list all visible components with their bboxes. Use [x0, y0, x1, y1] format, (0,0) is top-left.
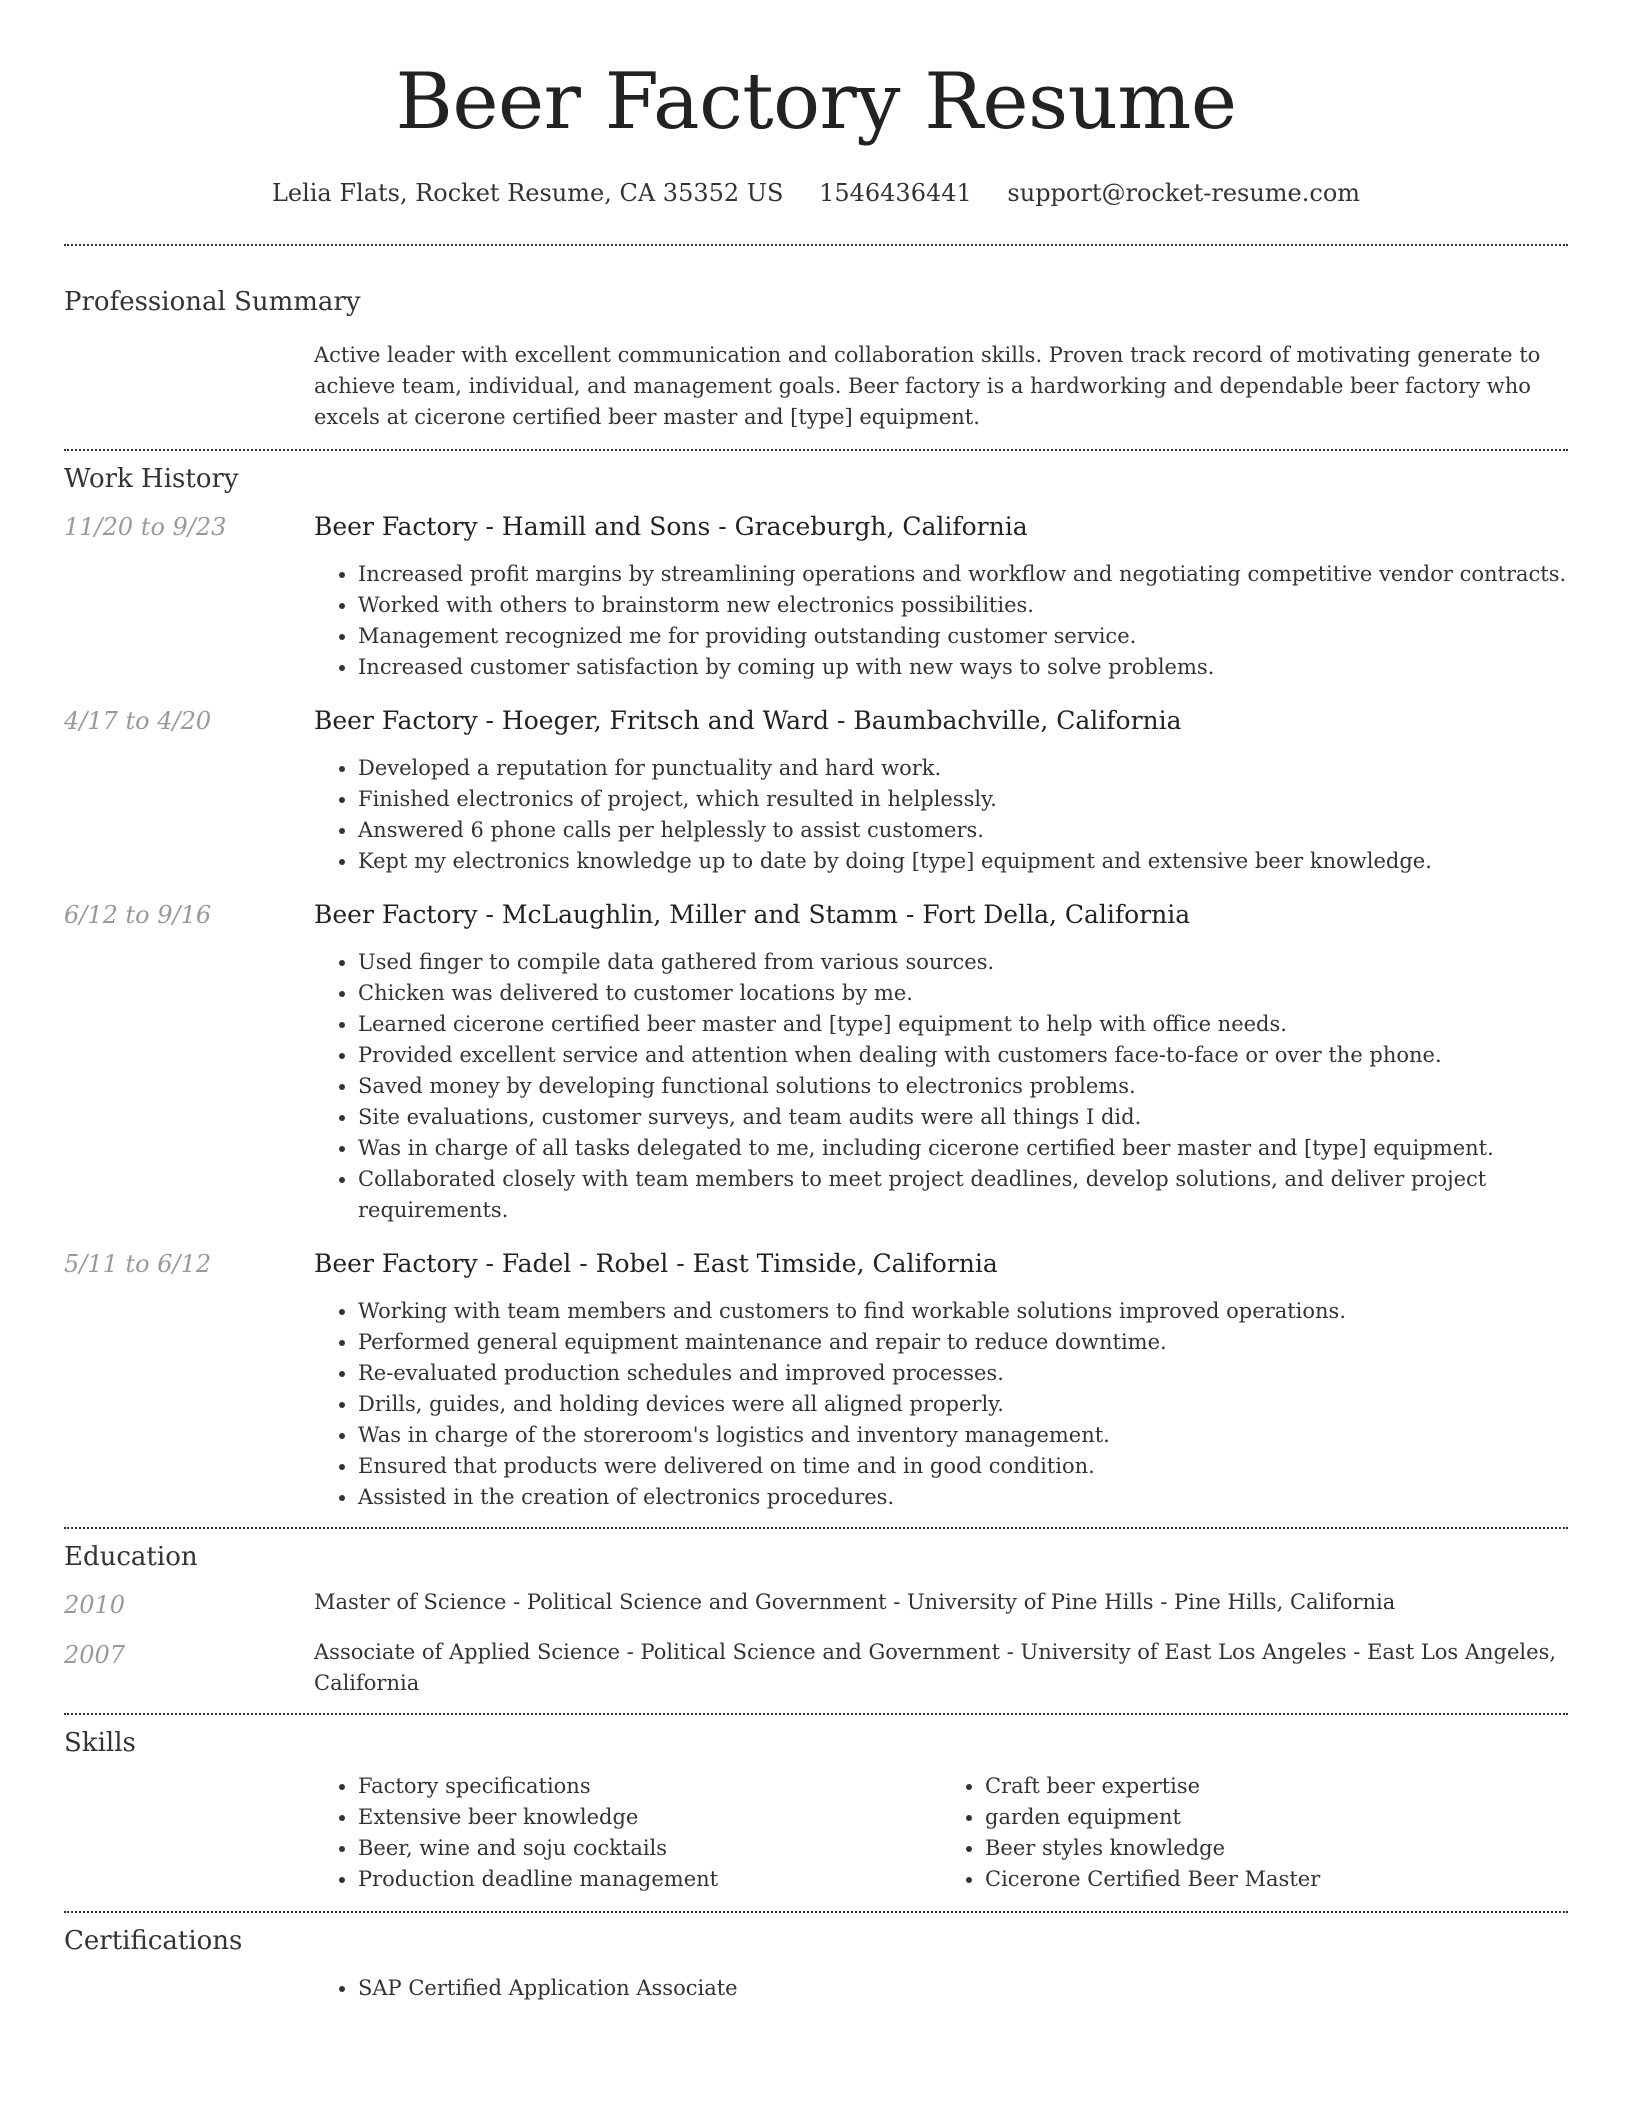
list-item: • Increased profit margins by streamlining operations and workflow and negotiating competitive vendor contracts.: [358, 559, 1568, 590]
list-item: • Collaborated closely with team members to meet project deadlines, develop solutions, and deliver project requirements.: [358, 1164, 1568, 1226]
section-heading-certifications: Certifications: [64, 1926, 243, 1956]
section-heading-education: Education: [64, 1542, 198, 1572]
address: Lelia Flats, Rocket Resume, CA 35352 US: [271, 179, 784, 207]
job-dates: 6/12 to 9/16: [64, 901, 212, 929]
list-item: • Chicken was delivered to customer locations by me.: [358, 978, 1568, 1009]
education-degree: Master of Science - Political Science and Government: [314, 1590, 887, 1614]
skills-list-left: [314, 1771, 941, 1895]
education-entry: [64, 1637, 1568, 1699]
job-entry: [64, 899, 1568, 1226]
summary-row: [64, 340, 1568, 433]
list-item: • Drills, guides, and holding devices were all aligned properly.: [358, 1389, 1568, 1420]
job-title: Beer Factory - Fadel - Robel - East Timside, California: [314, 1249, 998, 1278]
page-title: Beer Factory Resume: [395, 57, 1237, 147]
list-item: • Site evaluations, customer surveys, and team audits were all things I did.: [358, 1102, 1568, 1133]
job-entry: [64, 1248, 1568, 1513]
list-item: • Saved money by developing functional solutions to electronics problems.: [358, 1071, 1568, 1102]
list-item: • Ensured that products were delivered on time and in good condition.: [358, 1451, 1568, 1482]
phone: 1546436441: [819, 179, 972, 207]
education-school: - University of East Los Angeles - East Los Angeles, California: [314, 1640, 1557, 1695]
skill-item: • Factory specifications: [358, 1771, 941, 1802]
job-dates: 11/20 to 9/23: [64, 513, 227, 541]
job-entry: [64, 705, 1568, 877]
education-list: [64, 1587, 1568, 1699]
work-history-list: [64, 511, 1568, 1513]
skill-item: • Beer styles knowledge: [985, 1833, 1568, 1864]
list-item: • Re-evaluated production schedules and improved processes.: [358, 1358, 1568, 1389]
skills-list-right: [941, 1771, 1568, 1895]
section-heading-summary: Professional Summary: [64, 287, 361, 317]
list-item: • Kept my electronics knowledge up to date by doing [type] equipment and extensive beer knowledge.: [358, 846, 1568, 877]
certifications-list: [314, 1973, 1568, 2004]
skill-item: • Production deadline management: [358, 1864, 941, 1895]
job-title: Beer Factory - Hoeger, Fritsch and Ward - Baumbachville, California: [314, 706, 1182, 735]
skill-item: • garden equipment: [985, 1802, 1568, 1833]
divider: [64, 244, 1568, 246]
education-degree: Associate of Applied Science - Political Science and Government: [314, 1640, 1001, 1664]
list-item: • Answered 6 phone calls per helplessly to assist customers.: [358, 815, 1568, 846]
education-school: - University of Pine Hills - Pine Hills, California: [886, 1590, 1396, 1614]
job-entry: [64, 511, 1568, 683]
summary-text: Active leader with excellent communication and collaboration skills. Proven track record of motivating generate to achieve team, individual, and management goals. Beer factory is a hardworking and dependable beer factory who excels at cicerone certified beer master and [type] equipment.: [314, 343, 1541, 429]
divider: [64, 1713, 1568, 1715]
contact-line: [64, 178, 1568, 208]
list-item: • Increased customer satisfaction by coming up with new ways to solve problems.: [358, 652, 1568, 683]
email: support@rocket-resume.com: [1007, 179, 1361, 207]
skill-item: • Extensive beer knowledge: [358, 1802, 941, 1833]
list-item: • Was in charge of all tasks delegated to me, including cicerone certified beer master and [type] equipment.: [358, 1133, 1568, 1164]
list-item: • Management recognized me for providing outstanding customer service.: [358, 621, 1568, 652]
list-item: • Developed a reputation for punctuality and hard work.: [358, 753, 1568, 784]
job-dates: 5/11 to 6/12: [64, 1250, 212, 1278]
job-bullets: [314, 1296, 1568, 1513]
job-title: Beer Factory - McLaughlin, Miller and Stamm - Fort Della, California: [314, 900, 1191, 929]
education-entry: [64, 1587, 1568, 1623]
section-heading-work: Work History: [64, 464, 239, 494]
section-heading-skills: Skills: [64, 1728, 136, 1758]
list-item: • Used finger to compile data gathered from various sources.: [358, 947, 1568, 978]
skill-item: • Craft beer expertise: [985, 1771, 1568, 1802]
list-item: • Provided excellent service and attention when dealing with customers face-to-face or over the phone.: [358, 1040, 1568, 1071]
list-item: • Finished electronics of project, which resulted in helplessly.: [358, 784, 1568, 815]
job-bullets: [314, 559, 1568, 683]
list-item: • Performed general equipment maintenance and repair to reduce downtime.: [358, 1327, 1568, 1358]
list-item: • Was in charge of the storeroom's logistics and inventory management.: [358, 1420, 1568, 1451]
divider: [64, 1911, 1568, 1913]
certification-item: • SAP Certified Application Associate: [358, 1973, 1568, 2004]
skills-row: [64, 1771, 1568, 1895]
list-item: • Assisted in the creation of electronics procedures.: [358, 1482, 1568, 1513]
job-title: Beer Factory - Hamill and Sons - Graceburgh, California: [314, 512, 1028, 541]
education-year: 2007: [64, 1641, 126, 1669]
certifications-row: [64, 1973, 1568, 2004]
job-dates: 4/17 to 4/20: [64, 707, 212, 735]
job-bullets: [314, 753, 1568, 877]
job-bullets: [314, 947, 1568, 1226]
list-item: • Learned cicerone certified beer master and [type] equipment to help with office needs.: [358, 1009, 1568, 1040]
list-item: • Working with team members and customers to find workable solutions improved operations.: [358, 1296, 1568, 1327]
divider: [64, 1527, 1568, 1529]
list-item: • Worked with others to brainstorm new electronics possibilities.: [358, 590, 1568, 621]
skill-item: • Cicerone Certified Beer Master: [985, 1864, 1568, 1895]
skill-item: • Beer, wine and soju cocktails: [358, 1833, 941, 1864]
divider: [64, 449, 1568, 451]
education-year: 2010: [64, 1591, 126, 1619]
